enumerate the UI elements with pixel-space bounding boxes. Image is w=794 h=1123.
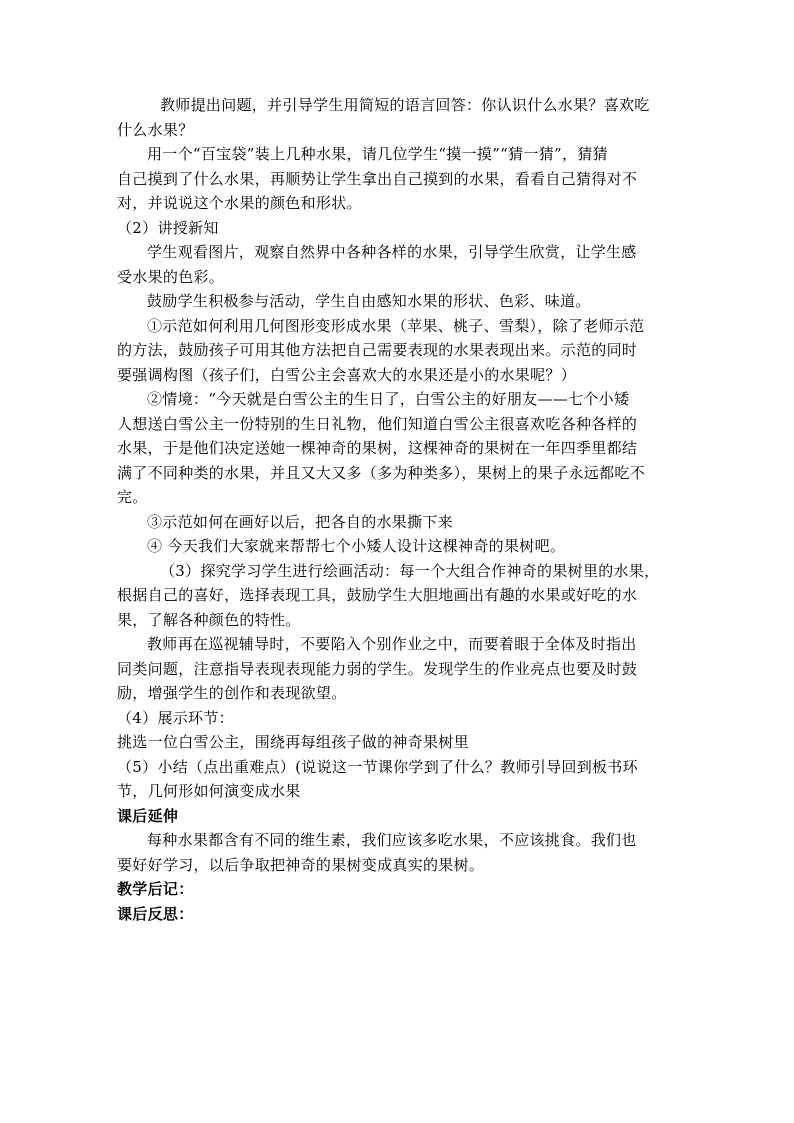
paragraph-line: 每种水果都含有不同的维生素，我们应该多吃水果，不应该挑食。我们也 xyxy=(147,831,637,849)
paragraph-line: 励，增强学生的创作和表现欲望。 xyxy=(117,684,347,702)
paragraph-line: 根据自己的喜好，选择表现工具，鼓励学生大胆地画出有趣的水果或好吃的水 xyxy=(117,586,638,604)
paragraph-line: （3）探究学习学生进行绘画活动：每一个大组合作神奇的果树里的水果， xyxy=(160,561,660,580)
paragraph-line: 教师提出问题，并引导学生用简短的语言回答：你认识什么水果？喜欢吃 xyxy=(160,96,650,114)
paragraph-line: 教师再在巡视辅导时，不要陷入个别作业之中，而要着眼于全体及时指出 xyxy=(147,635,637,653)
paragraph-line: 要好好学习，以后争取把神奇的果树变成真实的果树。 xyxy=(117,855,485,874)
paragraph-line: 自己摸到了什么水果，再顺势让学生拿出自己摸到的水果，看看自己猜得对不 xyxy=(117,169,638,188)
paragraph-line: ②情境：“今天就是白雪公主的生日了，白雪公主的好朋友——七个小矮 xyxy=(147,390,630,408)
paragraph-line: 人想送白雪公主一份特别的生日礼物，他们知道白雪公主很喜欢吃各种各样的 xyxy=(117,414,638,433)
paragraph-line: ①示范如何利用几何图形变形成水果（苹果、桃子、雪梨），除了老师示范 xyxy=(147,316,645,335)
section-heading: （2）讲授新知 xyxy=(117,218,219,237)
paragraph-line: 鼓励学生积极参与活动，学生自由感知水果的形状、色彩、味道。 xyxy=(147,292,591,310)
paragraph-line: （5）小结（点出重难点）(说说这一节课你学到了什么？教师引导回到板书环 xyxy=(117,757,638,776)
paragraph-line: 的方法，鼓励孩子可用其他方法把自己需要表现的水果表现出来。示范的同时 xyxy=(117,341,638,359)
paragraph-line: ④ 今天我们大家就来帮帮七个小矮人设计这棵神奇的果树吧。 xyxy=(147,537,566,555)
paragraph-line: 水果，于是他们决定送她一棵神奇的果树，这棵神奇的果树在一年四季里都结 xyxy=(117,439,638,457)
paragraph-line: 什么水果？ xyxy=(117,120,194,139)
paragraph-line: 满了不同种类的水果，并且又大又多（多为种类多），果树上的果子永远都吃不 xyxy=(117,463,646,482)
reflection-heading: 课后反思： xyxy=(117,904,194,923)
document-body xyxy=(117,93,677,926)
paragraph-line: 挑选一位白雪公主，围绕再每组孩子做的神奇果树里 xyxy=(117,733,469,751)
paragraph-line: 节，几何形如何演变成水果 xyxy=(117,782,301,800)
paragraph-line: 完。 xyxy=(117,488,148,506)
teaching-notes-heading: 教学后记： xyxy=(117,880,194,898)
paragraph-line: 果，了解各种颜色的特性。 xyxy=(117,610,301,629)
section-heading-after-class: 课后延伸 xyxy=(117,806,179,825)
paragraph-line: 要强调构图（孩子们，白雪公主会喜欢大的水果还是小的水果呢？） xyxy=(117,365,577,384)
paragraph-line: 学生观看图片，观察自然界中各种各样的水果，引导学生欣赏，让学生感 xyxy=(147,243,637,261)
paragraph-line: ③示范如何在画好以后，把各自的水果撕下来 xyxy=(147,512,454,531)
paragraph-line: 用一个“百宝袋”装上几种水果，请几位学生“摸一摸”“猜一猜”，猜猜 xyxy=(147,145,608,163)
paragraph-line: 同类问题，注意指导表现表现能力弱的学生。发现学生的作业亮点也要及时鼓 xyxy=(117,659,638,678)
section-heading: （4）展示环节： xyxy=(117,708,234,727)
paragraph-line: 对，并说说这个水果的颜色和形状。 xyxy=(117,194,362,212)
paragraph-line: 受水果的色彩。 xyxy=(117,267,225,286)
